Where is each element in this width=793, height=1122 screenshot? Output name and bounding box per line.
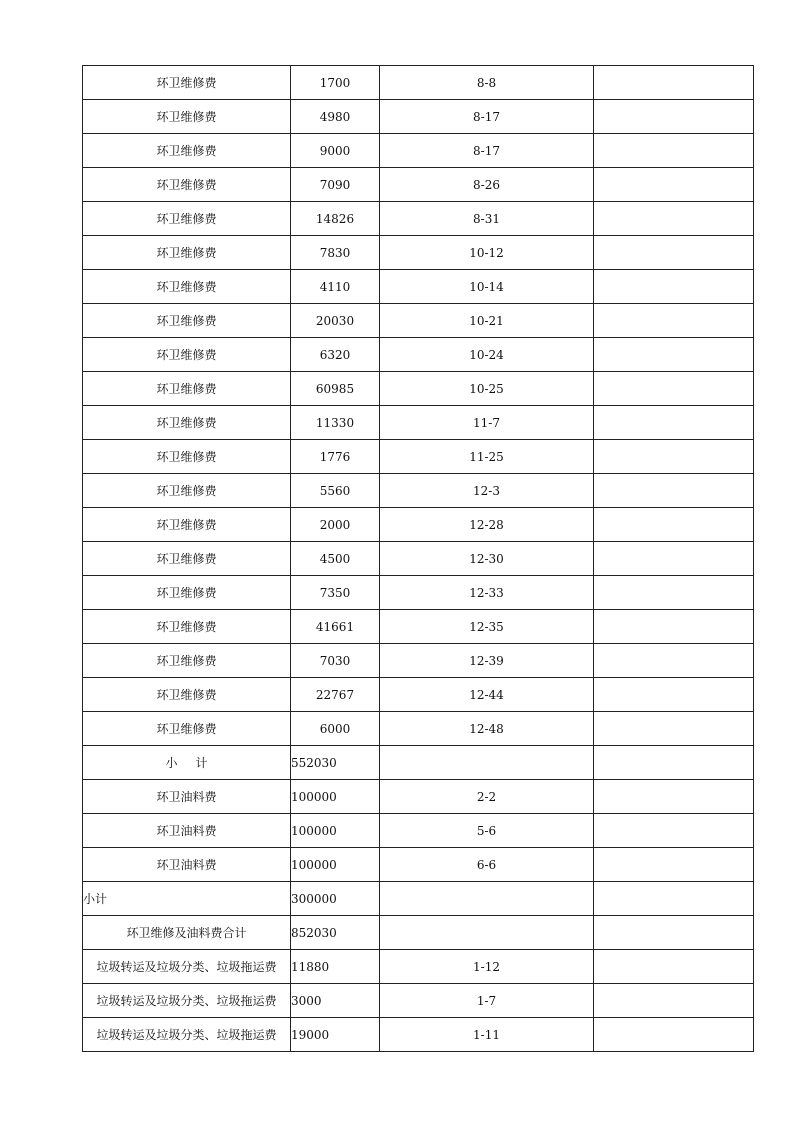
table-row (83, 814, 754, 848)
amount-cell: 2000 (291, 508, 380, 542)
number-cell: 12-30 (380, 542, 594, 576)
table-row (83, 236, 754, 270)
amount-cell: 6320 (291, 338, 380, 372)
item-cell: 环卫维修费 (83, 134, 291, 168)
table-row (83, 712, 754, 746)
number-cell (380, 916, 594, 950)
subtotal-amount-cell: 300000 (291, 882, 380, 916)
note-cell (594, 508, 754, 542)
table-row (83, 100, 754, 134)
amount-cell: 100000 (291, 780, 380, 814)
amount-cell: 7350 (291, 576, 380, 610)
item-cell: 环卫维修费 (83, 576, 291, 610)
amount-cell: 4980 (291, 100, 380, 134)
number-cell: 1-11 (380, 1018, 594, 1052)
number-cell: 10-12 (380, 236, 594, 270)
subtotal-row (83, 882, 754, 916)
subtotal-label-cell (83, 746, 291, 780)
amount-cell: 20030 (291, 304, 380, 338)
table-row (83, 780, 754, 814)
subtotal-amount-cell: 552030 (291, 746, 380, 780)
table-row (83, 134, 754, 168)
number-cell: 12-28 (380, 508, 594, 542)
table-row (83, 372, 754, 406)
note-cell (594, 984, 754, 1018)
number-cell: 8-31 (380, 202, 594, 236)
table-row (83, 338, 754, 372)
amount-cell: 100000 (291, 814, 380, 848)
total-amount-cell: 852030 (291, 916, 380, 950)
item-cell: 环卫维修费 (83, 678, 291, 712)
item-cell: 环卫维修费 (83, 304, 291, 338)
number-cell: 8-17 (380, 134, 594, 168)
note-cell (594, 610, 754, 644)
number-cell: 12-48 (380, 712, 594, 746)
amount-cell: 100000 (291, 848, 380, 882)
item-cell: 环卫维修费 (83, 168, 291, 202)
item-cell: 环卫维修费 (83, 542, 291, 576)
table-row (83, 644, 754, 678)
note-cell (594, 576, 754, 610)
item-cell: 环卫维修费 (83, 644, 291, 678)
note-cell (594, 406, 754, 440)
table-row (83, 610, 754, 644)
note-cell (594, 746, 754, 780)
amount-cell: 7030 (291, 644, 380, 678)
item-cell: 环卫油料费 (83, 814, 291, 848)
number-cell: 12-3 (380, 474, 594, 508)
number-cell (380, 746, 594, 780)
number-cell: 6-6 (380, 848, 594, 882)
table-row (83, 678, 754, 712)
table-row (83, 270, 754, 304)
note-cell (594, 168, 754, 202)
amount-cell: 3000 (291, 984, 380, 1018)
item-cell: 垃圾转运及垃圾分类、垃圾拖运费 (83, 984, 291, 1018)
expense-table (82, 65, 754, 1052)
number-cell: 8-8 (380, 66, 594, 100)
number-cell: 11-7 (380, 406, 594, 440)
item-cell: 环卫维修费 (83, 270, 291, 304)
amount-cell: 7830 (291, 236, 380, 270)
subtotal-row (83, 746, 754, 780)
amount-cell: 5560 (291, 474, 380, 508)
note-cell (594, 66, 754, 100)
table-row (83, 202, 754, 236)
amount-cell: 9000 (291, 134, 380, 168)
note-cell (594, 950, 754, 984)
item-cell: 环卫维修费 (83, 474, 291, 508)
amount-cell: 4110 (291, 270, 380, 304)
amount-cell: 6000 (291, 712, 380, 746)
note-cell (594, 202, 754, 236)
number-cell: 12-39 (380, 644, 594, 678)
note-cell (594, 270, 754, 304)
note-cell (594, 882, 754, 916)
number-cell: 10-24 (380, 338, 594, 372)
note-cell (594, 542, 754, 576)
number-cell: 5-6 (380, 814, 594, 848)
subtotal-label: 小计 (165, 755, 226, 770)
table-row (83, 576, 754, 610)
number-cell: 8-17 (380, 100, 594, 134)
note-cell (594, 916, 754, 950)
table-row (83, 474, 754, 508)
amount-cell: 1776 (291, 440, 380, 474)
table-row (83, 168, 754, 202)
table-row (83, 304, 754, 338)
note-cell (594, 338, 754, 372)
number-cell: 1-12 (380, 950, 594, 984)
amount-cell: 41661 (291, 610, 380, 644)
total-row (83, 916, 754, 950)
table-row (83, 440, 754, 474)
note-cell (594, 304, 754, 338)
table-row (83, 848, 754, 882)
item-cell: 垃圾转运及垃圾分类、垃圾拖运费 (83, 1018, 291, 1052)
table-row (83, 984, 754, 1018)
item-cell: 环卫油料费 (83, 780, 291, 814)
note-cell (594, 372, 754, 406)
number-cell: 10-21 (380, 304, 594, 338)
table-row (83, 950, 754, 984)
note-cell (594, 440, 754, 474)
number-cell: 10-25 (380, 372, 594, 406)
amount-cell: 7090 (291, 168, 380, 202)
amount-cell: 11330 (291, 406, 380, 440)
amount-cell: 19000 (291, 1018, 380, 1052)
total-label-cell: 环卫维修及油料费合计 (83, 916, 291, 950)
item-cell: 环卫维修费 (83, 712, 291, 746)
number-cell: 2-2 (380, 780, 594, 814)
table-row (83, 542, 754, 576)
table-row (83, 508, 754, 542)
table-row (83, 406, 754, 440)
note-cell (594, 1018, 754, 1052)
note-cell (594, 134, 754, 168)
item-cell: 环卫维修费 (83, 66, 291, 100)
note-cell (594, 100, 754, 134)
note-cell (594, 474, 754, 508)
number-cell: 12-35 (380, 610, 594, 644)
table-row (83, 66, 754, 100)
note-cell (594, 780, 754, 814)
number-cell: 12-33 (380, 576, 594, 610)
item-cell: 环卫维修费 (83, 610, 291, 644)
item-cell: 环卫维修费 (83, 236, 291, 270)
item-cell: 环卫维修费 (83, 202, 291, 236)
amount-cell: 1700 (291, 66, 380, 100)
amount-cell: 11880 (291, 950, 380, 984)
amount-cell: 22767 (291, 678, 380, 712)
note-cell (594, 814, 754, 848)
item-cell: 环卫维修费 (83, 508, 291, 542)
note-cell (594, 712, 754, 746)
amount-cell: 14826 (291, 202, 380, 236)
item-cell: 环卫油料费 (83, 848, 291, 882)
item-cell: 垃圾转运及垃圾分类、垃圾拖运费 (83, 950, 291, 984)
number-cell: 1-7 (380, 984, 594, 1018)
item-cell: 环卫维修费 (83, 440, 291, 474)
subtotal-label-cell: 小计 (83, 882, 291, 916)
note-cell (594, 236, 754, 270)
number-cell: 10-14 (380, 270, 594, 304)
table-row (83, 1018, 754, 1052)
note-cell (594, 678, 754, 712)
note-cell (594, 644, 754, 678)
number-cell: 11-25 (380, 440, 594, 474)
item-cell: 环卫维修费 (83, 372, 291, 406)
item-cell: 环卫维修费 (83, 406, 291, 440)
item-cell: 环卫维修费 (83, 338, 291, 372)
amount-cell: 60985 (291, 372, 380, 406)
note-cell (594, 848, 754, 882)
number-cell: 12-44 (380, 678, 594, 712)
number-cell: 8-26 (380, 168, 594, 202)
amount-cell: 4500 (291, 542, 380, 576)
item-cell: 环卫维修费 (83, 100, 291, 134)
number-cell (380, 882, 594, 916)
